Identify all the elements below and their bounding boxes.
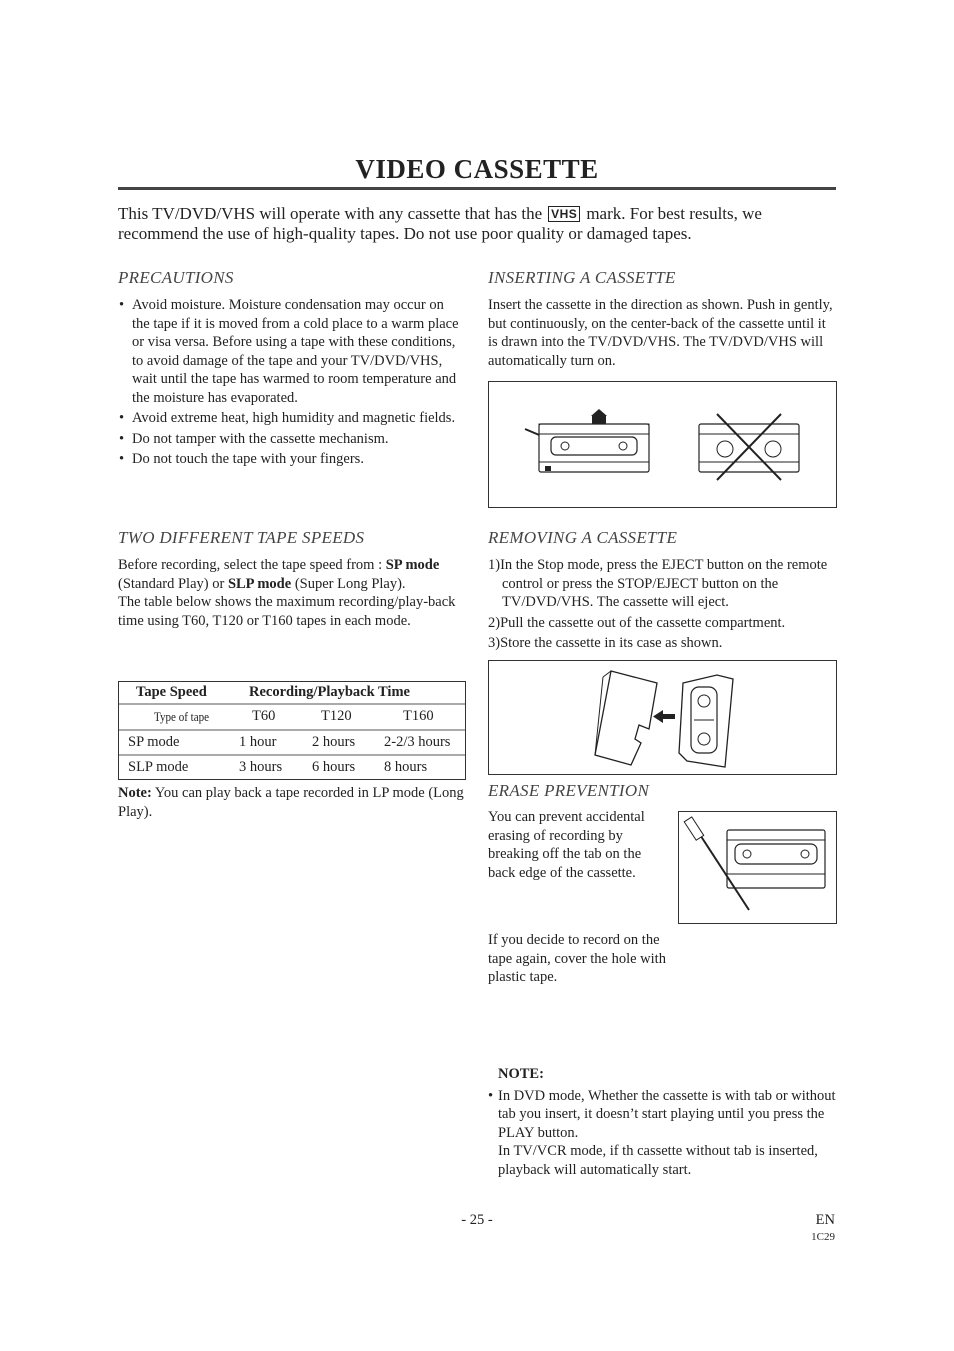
list-item: • Do not tamper with the cassette mechanism.	[118, 430, 465, 449]
table-col-t60: T60	[252, 708, 276, 724]
table-cell: 1 hour	[239, 734, 277, 750]
speeds-text: Before recording, select the tape speed from :	[118, 557, 386, 573]
precautions-section	[118, 268, 465, 471]
note-heading: NOTE:	[498, 1066, 544, 1082]
tape-speeds-section	[118, 528, 465, 630]
bullet-icon: •	[488, 1087, 494, 1104]
note-line-2: In TV/VCR mode, if th cassette without tab is inserted, playback will automatically start.	[498, 1143, 818, 1178]
intro-text-after: mark. For best results, we recommend the use of high-quality tapes. Do not use poor quality or damaged tapes.	[118, 204, 762, 243]
erase-section	[488, 781, 836, 801]
type-of-tape-text: Type of tape	[154, 709, 210, 724]
inserting-heading: INSERTING A CASSETTE	[488, 268, 676, 287]
speeds-text: (Super Long Play).	[291, 575, 406, 592]
speeds-text: (Standard Play) or	[118, 575, 228, 592]
page-number: - 25 -	[461, 1212, 493, 1228]
list-item: • Do not touch the tape with your fingers.	[118, 450, 465, 469]
table-header-time: Recording/Playback Time	[249, 684, 410, 700]
erase-text-2: If you decide to record on the tape again, cover the hole with plastic tape.	[488, 932, 666, 985]
removing-section	[488, 528, 836, 655]
language-label: EN	[815, 1212, 835, 1228]
note-body	[488, 1087, 836, 1180]
list-item: 1)In the Stop mode, press the EJECT button on the remote control or press the STOP/EJECT button on the TV/DVD/VHS. The cassette will eject.	[488, 557, 828, 610]
table-row-sp-mode: SP mode	[128, 734, 180, 750]
table-cell: 8 hours	[384, 759, 428, 775]
dvd-note	[488, 1065, 836, 1179]
list-item: 3)Store the cassette in its case as shown.	[488, 635, 723, 651]
table-col-t120: T120	[321, 708, 352, 724]
title-rule	[118, 187, 836, 190]
removing-heading: REMOVING A CASSETTE	[488, 528, 678, 547]
precautions-heading: PRECAUTIONS	[118, 268, 234, 287]
erase-heading: ERASE PREVENTION	[488, 781, 650, 800]
table-cell: 2-2/3 hours	[384, 734, 451, 750]
tape-speeds-table-intro: The table below shows the maximum recording/play-back time using T60, T120 or T160 tapes in each mode.	[118, 594, 456, 629]
table-type-label	[154, 708, 219, 726]
page-title: VIDEO CASSETTE	[355, 154, 599, 184]
tape-speeds-intro	[118, 556, 465, 593]
table-header-speed: Tape Speed	[136, 684, 207, 700]
table-cell: 6 hours	[312, 759, 356, 775]
note-text: You can play back a tape recorded in LP mode (Long Play).	[118, 785, 464, 820]
list-item: 2)Pull the cassette out of the cassette compartment.	[488, 614, 786, 631]
table-col-t160: T160	[403, 708, 434, 724]
intro-text-before: This TV/DVD/VHS will operate with any cassette that has the	[118, 204, 543, 223]
inserting-text: Insert the cassette in the direction as shown. Push in gently, but continuously, on the center-back of the cassette until it is drawn into the TV/DVD/VHS. The TV/DVD/VHS will automatically turn on.	[488, 297, 833, 369]
tape-speeds-heading: TWO DIFFERENT TAPE SPEEDS	[118, 528, 365, 547]
list-item: • Avoid extreme heat, high humidity and magnetic fields.	[118, 409, 465, 428]
removing-steps	[488, 556, 836, 653]
note-line-1: In DVD mode, Whether the cassette is with tab or without tab you insert, it doesn’t start playing until you press the PLAY button.	[498, 1087, 836, 1141]
table-cell: 2 hours	[312, 734, 356, 750]
erase-illustration	[678, 811, 837, 924]
screwdriver-tab-icon	[679, 812, 836, 923]
table-note	[118, 784, 465, 821]
precautions-list	[118, 296, 465, 469]
document-code: 1C29	[811, 1231, 835, 1243]
table-cell: 3 hours	[239, 759, 283, 775]
table-row-slp-mode: SLP mode	[128, 759, 189, 775]
list-item: • Avoid moisture. Moisture condensation may occur on the tape if it is moved from a cold place to a warm place or visa versa. Before using a tape with these conditions, to avoid damage of the tape and your TV/DVD/VHS, wait until the tape has warmed to room temperature and the moisture has evaporated.	[118, 296, 465, 407]
tape-speed-table	[118, 681, 466, 780]
vhs-mark-icon: VHS	[548, 206, 580, 222]
slp-mode-label: SLP mode	[227, 575, 292, 592]
cassette-insert-icon	[489, 382, 836, 507]
inserting-illustration	[488, 381, 837, 508]
note-label: Note:	[118, 785, 152, 801]
removing-illustration	[488, 660, 837, 775]
erase-text-1: You can prevent accidental erasing of recording by breaking off the tab on the back edge of the cassette.	[488, 809, 645, 881]
intro-paragraph	[118, 204, 836, 244]
sp-mode-label: SP mode	[385, 557, 440, 573]
cassette-case-icon	[489, 661, 836, 774]
inserting-section	[488, 268, 836, 370]
